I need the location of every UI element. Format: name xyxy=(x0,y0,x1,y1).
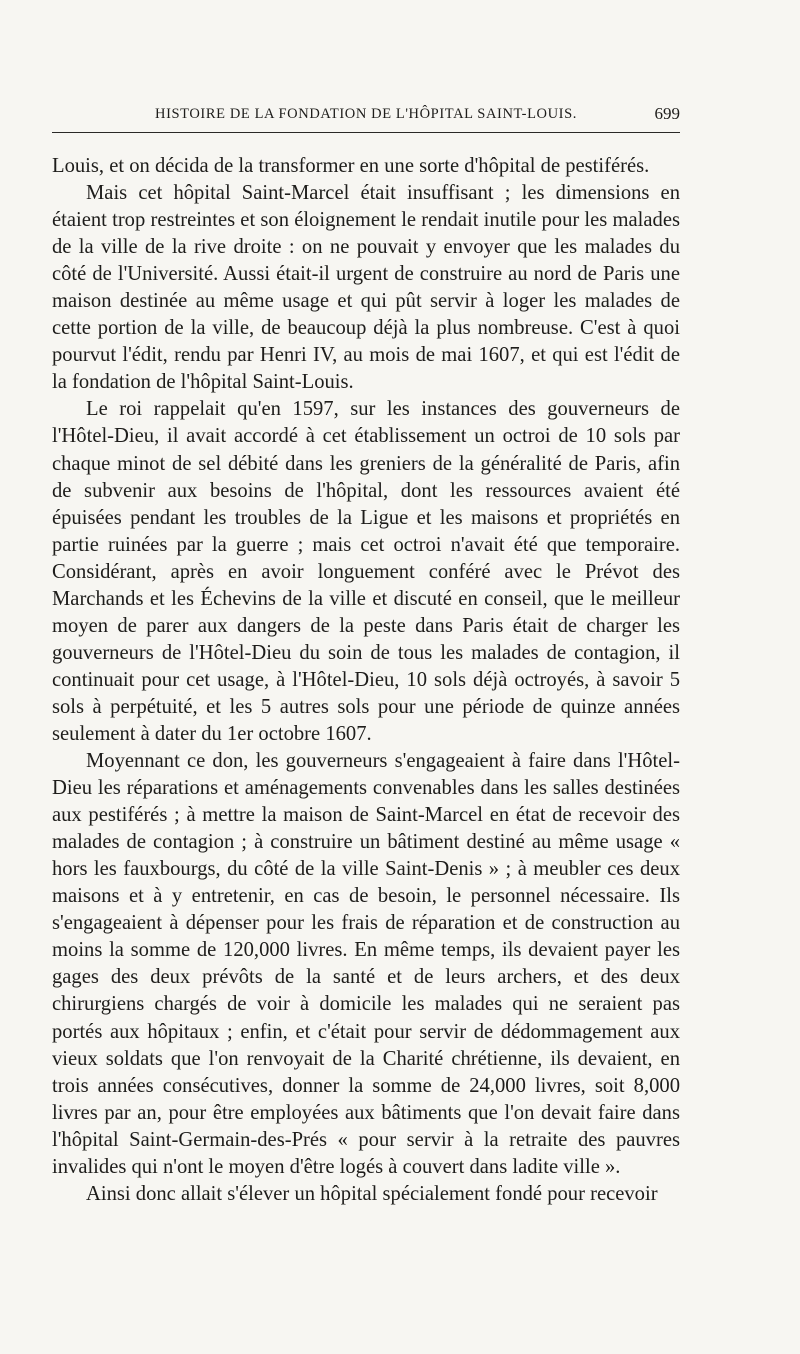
body-text xyxy=(52,153,680,1208)
header-rule xyxy=(52,132,680,133)
page-number: 699 xyxy=(654,104,680,123)
paragraph: Mais cet hôpital Saint-Marcel était insuffisant ; les dimensions en étaient trop restreintes et son éloignement le rendait inutile pour les malades de la ville de la rive droite : on ne pouvait y envoyer que les malades du côté de l'Université. Aussi était-il urgent de construire au nord de Paris une maison destinée au même usage et qui pût servir à loger les malades de cette portion de la ville, de beaucoup déjà la plus nombreuse. C'est à quoi pourvut l'édit, rendu par Henri IV, au mois de mai 1607, et qui est l'édit de la fondation de l'hôpital Saint-Louis. xyxy=(52,182,680,394)
running-title: HISTOIRE DE LA FONDATION DE L'HÔPITAL SAINT-LOUIS. xyxy=(155,106,577,122)
paragraph: Moyennant ce don, les gouverneurs s'engageaient à faire dans l'Hôtel-Dieu les réparations et aménagements convenables dans les salles destinées aux pestiférés ; à mettre la maison de Saint-Marcel en état de recevoir des malades de contagion ; à construire un bâtiment destiné au même usage « hors les fauxbourgs, du côté de la ville Saint-Denis » ; à meubler ces deux maisons et à y entretenir, en cas de besoin, le personnel nécessaire. Ils s'engageaient à dépenser pour les frais de réparation et de construction au moins la somme de 120,000 livres. En même temps, ils devaient payer les gages des deux prévôts de la santé et de leurs archers, et des deux chirurgiens chargés de voir à domicile les malades qui ne seraient pas portés aux hôpitaux ; enfin, et c'était pour servir de dédommagement aux vieux soldats que l'on renvoyait de la Charité chrétienne, ils devaient, en trois années consécutives, donner la somme de 24,000 livres, soit 8,000 livres par an, pour être employées aux bâtiments que l'on devait faire dans l'hôpital Saint-Germain-des-Prés « pour servir à la retraite des pauvres invalides qui n'ont le moyen d'être logés à couvert dans ladite ville ». xyxy=(52,750,680,1178)
paragraph: Le roi rappelait qu'en 1597, sur les instances des gouverneurs de l'Hôtel-Dieu, il avait accordé à cet établissement un octroi de 10 sols par chaque minot de sel débité dans les greniers de la généralité de Paris, afin de subvenir aux besoins de l'hôpital, dont les ressources avaient été épuisées pendant les troubles de la Ligue et les maisons et propriétés en partie ruinées par la guerre ; mais cet octroi n'avait été que temporaire. Considérant, après en avoir longuement conféré avec le Prévot des Marchands et les Échevins de la ville et discuté en conseil, que le meilleur moyen de parer aux dangers de la peste dans Paris était de charger les gouverneurs de l'Hôtel-Dieu du soin de tous les malades de contagion, il continuait pour cet usage, à l'Hôtel-Dieu, 10 sols déjà octroyés, à savoir 5 sols à perpétuité, et les 5 autres sols pour une période de quinze années seulement à dater du 1er octobre 1607. xyxy=(52,398,680,745)
paragraph: Louis, et on décida de la transformer en une sorte d'hôpital de pestiférés. xyxy=(52,155,650,177)
running-head xyxy=(52,104,680,128)
paragraph: Ainsi donc allait s'élever un hôpital spécialement fondé pour recevoir xyxy=(86,1182,658,1205)
